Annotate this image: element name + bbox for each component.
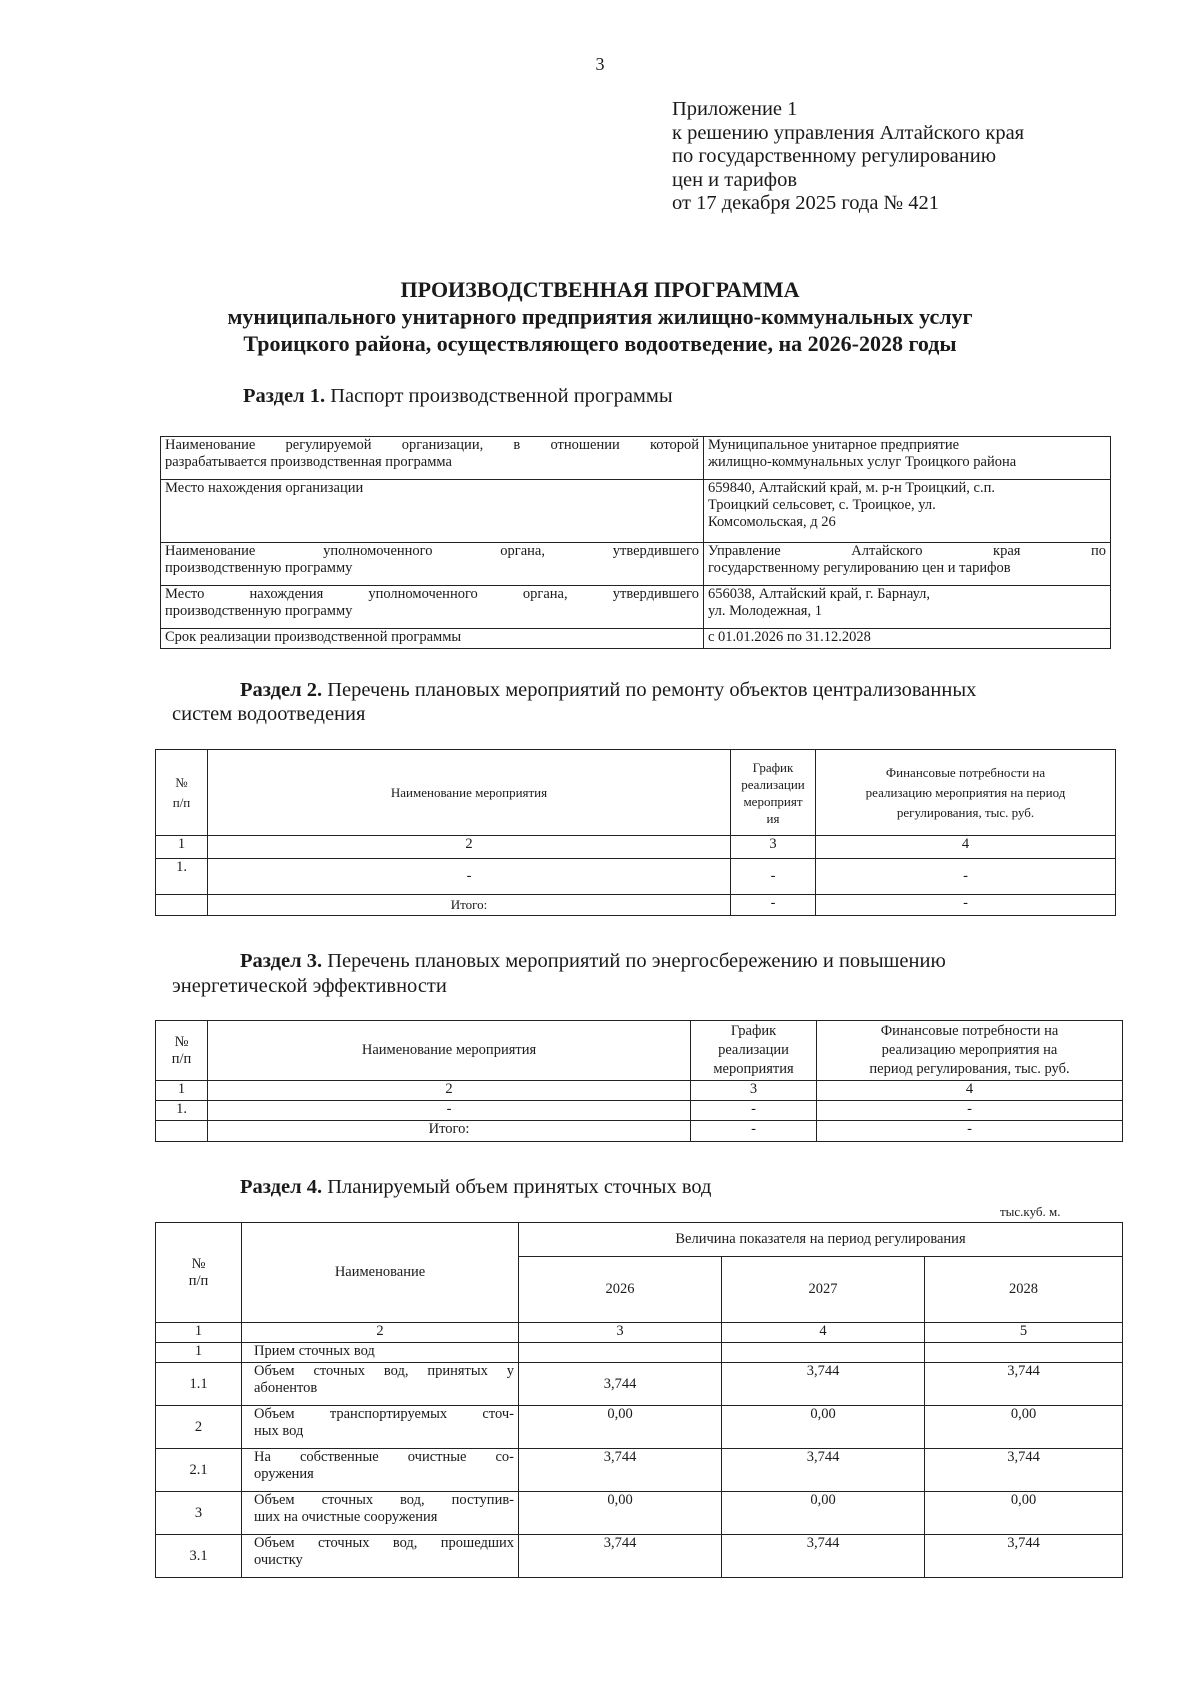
row-number: 1.1 <box>156 1363 242 1406</box>
cell-line: Троицкий сельсовет, с. Троицкое, ул. <box>708 497 936 513</box>
header-line: п/п <box>172 794 191 810</box>
table-row <box>161 480 1111 543</box>
header-schedule <box>731 750 816 836</box>
cell-line: Объем транспортируемых сточ- <box>254 1406 514 1422</box>
row-name <box>242 1535 519 1578</box>
row-number: 2 <box>156 1406 242 1449</box>
cell-line: 656038, Алтайский край, г. Барнаул, <box>708 586 931 602</box>
appendix-line: от 17 декабря 2025 года № 421 <box>672 192 939 214</box>
section-3-title-1: Перечень плановых мероприятий по энергосбережению и повышению <box>322 950 946 972</box>
table-row <box>156 1343 1123 1363</box>
appendix-line: к решению управления Алтайского края <box>672 121 1025 144</box>
column-number-row <box>156 836 1116 859</box>
header-line: № <box>191 1255 206 1272</box>
header-line: реализацию мероприятия на период <box>865 784 1066 800</box>
row-number: 3 <box>156 1492 242 1535</box>
total-label: Итого: <box>208 895 731 916</box>
table-row <box>161 629 1111 649</box>
cell-line: производственную программу <box>165 603 353 619</box>
passport-value-cell <box>704 543 1111 586</box>
appendix-block <box>672 98 1024 216</box>
row-value-2027: 3,744 <box>722 1535 925 1578</box>
total-label: Итого: <box>208 1121 691 1142</box>
row-value-2026: 3,744 <box>519 1363 722 1406</box>
row-name <box>242 1449 519 1492</box>
section-2-heading-line-2: систем водоотведения <box>172 703 366 725</box>
cell-line: оружения <box>254 1466 314 1482</box>
cell-line: абонентов <box>254 1380 318 1396</box>
column-number: 2 <box>208 836 731 859</box>
row-value-2027: 3,744 <box>722 1363 925 1406</box>
header-name: Наименование мероприятия <box>208 1021 691 1081</box>
row-finance: - <box>817 1101 1123 1121</box>
row-name <box>242 1363 519 1406</box>
row-name: - <box>208 859 731 895</box>
total-num-cell <box>156 895 208 916</box>
section-2-title-1: Перечень плановых мероприятий по ремонту объектов централизованных <box>322 679 977 701</box>
row-schedule: - <box>731 859 816 895</box>
row-value-2027: 0,00 <box>722 1492 925 1535</box>
appendix-line: Приложение 1 <box>672 98 798 120</box>
passport-value-cell <box>704 629 1111 649</box>
header-year-2026: 2026 <box>519 1257 722 1323</box>
section-1-heading <box>243 385 673 408</box>
cell-line: Объем сточных вод, поступив- <box>254 1492 514 1508</box>
cell-line: Комсомольская, д 26 <box>708 514 836 530</box>
cell-line: Наименование регулируемой организации, в отношении которой <box>165 437 699 453</box>
header-period: Величина показателя на период регулирования <box>519 1223 1123 1257</box>
section-3-heading <box>240 950 946 973</box>
total-schedule: - <box>731 895 816 916</box>
table-row <box>156 1449 1123 1492</box>
title-line-2: муниципального унитарного предприятия жилищно-коммунальных услуг <box>227 304 973 329</box>
header-num <box>156 750 208 836</box>
table-row <box>161 543 1111 586</box>
header-line: График <box>730 1023 777 1039</box>
title-line-1: ПРОИЗВОДСТВЕННАЯ ПРОГРАММА <box>400 277 800 302</box>
row-name <box>242 1343 519 1363</box>
row-value-2028: 0,00 <box>925 1492 1123 1535</box>
row-name: - <box>208 1101 691 1121</box>
table-row <box>156 1406 1123 1449</box>
cell-line: Место нахождения уполномоченного органа, утвердившего <box>165 586 699 602</box>
column-number: 5 <box>925 1323 1123 1343</box>
table-row <box>161 437 1111 480</box>
units-label: тыс.куб. м. <box>1000 1204 1061 1219</box>
passport-label-cell <box>161 437 704 480</box>
row-value-2026 <box>519 1343 722 1363</box>
total-finance: - <box>816 895 1116 916</box>
title-line-3: Троицкого района, осуществляющего водоотведение, на 2026-2028 годы <box>243 331 957 356</box>
column-number: 4 <box>722 1323 925 1343</box>
column-number: 3 <box>519 1323 722 1343</box>
header-name: Наименование <box>242 1223 519 1323</box>
total-num-cell <box>156 1121 208 1142</box>
section-2-heading <box>240 679 976 702</box>
header-line: реализации <box>718 1042 789 1058</box>
cell-line: Объем сточных вод, принятых у <box>254 1363 514 1379</box>
cell-line: 659840, Алтайский край, м. р-н Троицкий, с.п. <box>708 480 996 496</box>
section-4-label: Раздел 4. <box>240 1176 323 1198</box>
header-line: График <box>752 759 794 775</box>
header-line: Финансовые потребности на <box>880 1023 1059 1039</box>
column-number: 4 <box>816 836 1116 859</box>
header-line: период регулирования, тыс. руб. <box>869 1061 1070 1077</box>
row-value-2028: 3,744 <box>925 1363 1123 1406</box>
row-number: 1 <box>156 1343 242 1363</box>
section-1-label: Раздел 1. <box>243 385 326 407</box>
row-number: 1. <box>156 1101 208 1121</box>
passport-value-cell <box>704 437 1111 480</box>
row-value-2026: 0,00 <box>519 1406 722 1449</box>
cell-line: государственному регулированию цен и тарифов <box>708 560 1011 576</box>
table-row <box>156 1535 1123 1578</box>
header-line: Финансовые потребности на <box>885 764 1046 780</box>
cell-line: с 01.01.2026 по 31.12.2028 <box>708 629 871 645</box>
column-number: 1 <box>156 836 208 859</box>
page-number: 3 <box>595 54 605 74</box>
table-row <box>156 1363 1123 1406</box>
total-schedule: - <box>691 1121 817 1142</box>
column-number: 1 <box>156 1081 208 1101</box>
appendix-line: по государственному регулированию <box>672 145 997 167</box>
row-value-2028: 3,744 <box>925 1449 1123 1492</box>
row-value-2026: 3,744 <box>519 1535 722 1578</box>
row-value-2028 <box>925 1343 1123 1363</box>
passport-label-cell <box>161 480 704 543</box>
header-finance <box>816 750 1116 836</box>
row-number: 1. <box>156 859 208 895</box>
wastewater-volume-table <box>155 1222 1123 1578</box>
row-value-2026: 3,744 <box>519 1449 722 1492</box>
header-name: Наименование мероприятия <box>208 750 731 836</box>
cell-line: Муниципальное унитарное предприятие <box>708 437 960 453</box>
header-line: п/п <box>188 1272 209 1289</box>
header-line: п/п <box>171 1050 192 1067</box>
table-row <box>156 1492 1123 1535</box>
row-finance: - <box>816 859 1116 895</box>
document-title <box>0 276 1200 357</box>
column-number: 4 <box>817 1081 1123 1101</box>
section-4-title: Планируемый объем принятых сточных вод <box>322 1176 712 1198</box>
column-number: 3 <box>731 836 816 859</box>
cell-line: Прием сточных вод <box>254 1343 375 1359</box>
table-row <box>156 1101 1123 1121</box>
header-line: мероприятия <box>713 1061 794 1077</box>
energy-measures-table <box>155 1020 1123 1142</box>
total-row <box>156 895 1116 916</box>
cell-line: ул. Молодежная, 1 <box>708 603 822 619</box>
total-finance: - <box>817 1121 1123 1142</box>
row-name <box>242 1406 519 1449</box>
section-4-heading <box>240 1176 711 1199</box>
table-header-row <box>156 750 1116 836</box>
section-3-heading-line-2: энергетической эффективности <box>172 975 447 997</box>
cell-line: Срок реализации производственной программы <box>165 629 462 645</box>
passport-label-cell <box>161 586 704 629</box>
cell-line: Наименование уполномоченного органа, утвердившего <box>165 543 699 559</box>
header-year-2028: 2028 <box>925 1257 1123 1323</box>
cell-line: Место нахождения организации <box>165 480 364 496</box>
row-value-2026: 0,00 <box>519 1492 722 1535</box>
header-line: реализацию мероприятия на <box>881 1042 1058 1058</box>
header-line: № <box>174 1033 189 1050</box>
passport-table <box>160 436 1111 649</box>
repair-measures-table <box>155 749 1116 916</box>
header-line: ия <box>766 810 780 826</box>
section-2-label: Раздел 2. <box>240 679 323 701</box>
table-header-row <box>156 1021 1123 1081</box>
column-number: 2 <box>208 1081 691 1101</box>
row-value-2027: 0,00 <box>722 1406 925 1449</box>
row-value-2027 <box>722 1343 925 1363</box>
cell-line: Объем сточных вод, прошедших <box>254 1535 514 1551</box>
header-line: регулирования, тыс. руб. <box>896 804 1035 820</box>
cell-line: жилищно-коммунальных услуг Троицкого района <box>708 454 1017 470</box>
cell-line: ших на очистные сооружения <box>254 1509 438 1525</box>
column-number: 2 <box>242 1323 519 1343</box>
row-number: 2.1 <box>156 1449 242 1492</box>
column-number: 3 <box>691 1081 817 1101</box>
row-value-2028: 3,744 <box>925 1535 1123 1578</box>
passport-label-cell <box>161 543 704 586</box>
column-number-row <box>156 1323 1123 1343</box>
row-value-2027: 3,744 <box>722 1449 925 1492</box>
header-line: реализации <box>741 776 805 792</box>
header-year-2027: 2027 <box>722 1257 925 1323</box>
appendix-line: цен и тарифов <box>672 168 798 191</box>
total-row <box>156 1121 1123 1142</box>
section-1-title: Паспорт производственной программы <box>325 385 673 407</box>
column-number: 1 <box>156 1323 242 1343</box>
table-header-row <box>156 1223 1123 1257</box>
cell-line: очистку <box>254 1552 303 1568</box>
header-finance <box>817 1021 1123 1081</box>
table-row <box>156 859 1116 895</box>
passport-value-cell <box>704 480 1111 543</box>
header-line: № <box>175 774 188 790</box>
cell-line: Управление Алтайского края по <box>708 543 1106 559</box>
section-3-label: Раздел 3. <box>240 950 323 972</box>
header-line: мероприят <box>743 793 803 809</box>
row-name <box>242 1492 519 1535</box>
header-num <box>156 1021 208 1081</box>
header-schedule <box>691 1021 817 1081</box>
cell-line: ных вод <box>254 1423 304 1439</box>
header-num <box>156 1223 242 1323</box>
cell-line: производственную программу <box>165 560 353 576</box>
passport-value-cell <box>704 586 1111 629</box>
column-number-row <box>156 1081 1123 1101</box>
cell-line: разрабатывается производственная программа <box>165 454 452 470</box>
row-number: 3.1 <box>156 1535 242 1578</box>
row-value-2028: 0,00 <box>925 1406 1123 1449</box>
row-schedule: - <box>691 1101 817 1121</box>
cell-line: На собственные очистные со- <box>254 1449 514 1465</box>
table-row <box>161 586 1111 629</box>
passport-label-cell <box>161 629 704 649</box>
